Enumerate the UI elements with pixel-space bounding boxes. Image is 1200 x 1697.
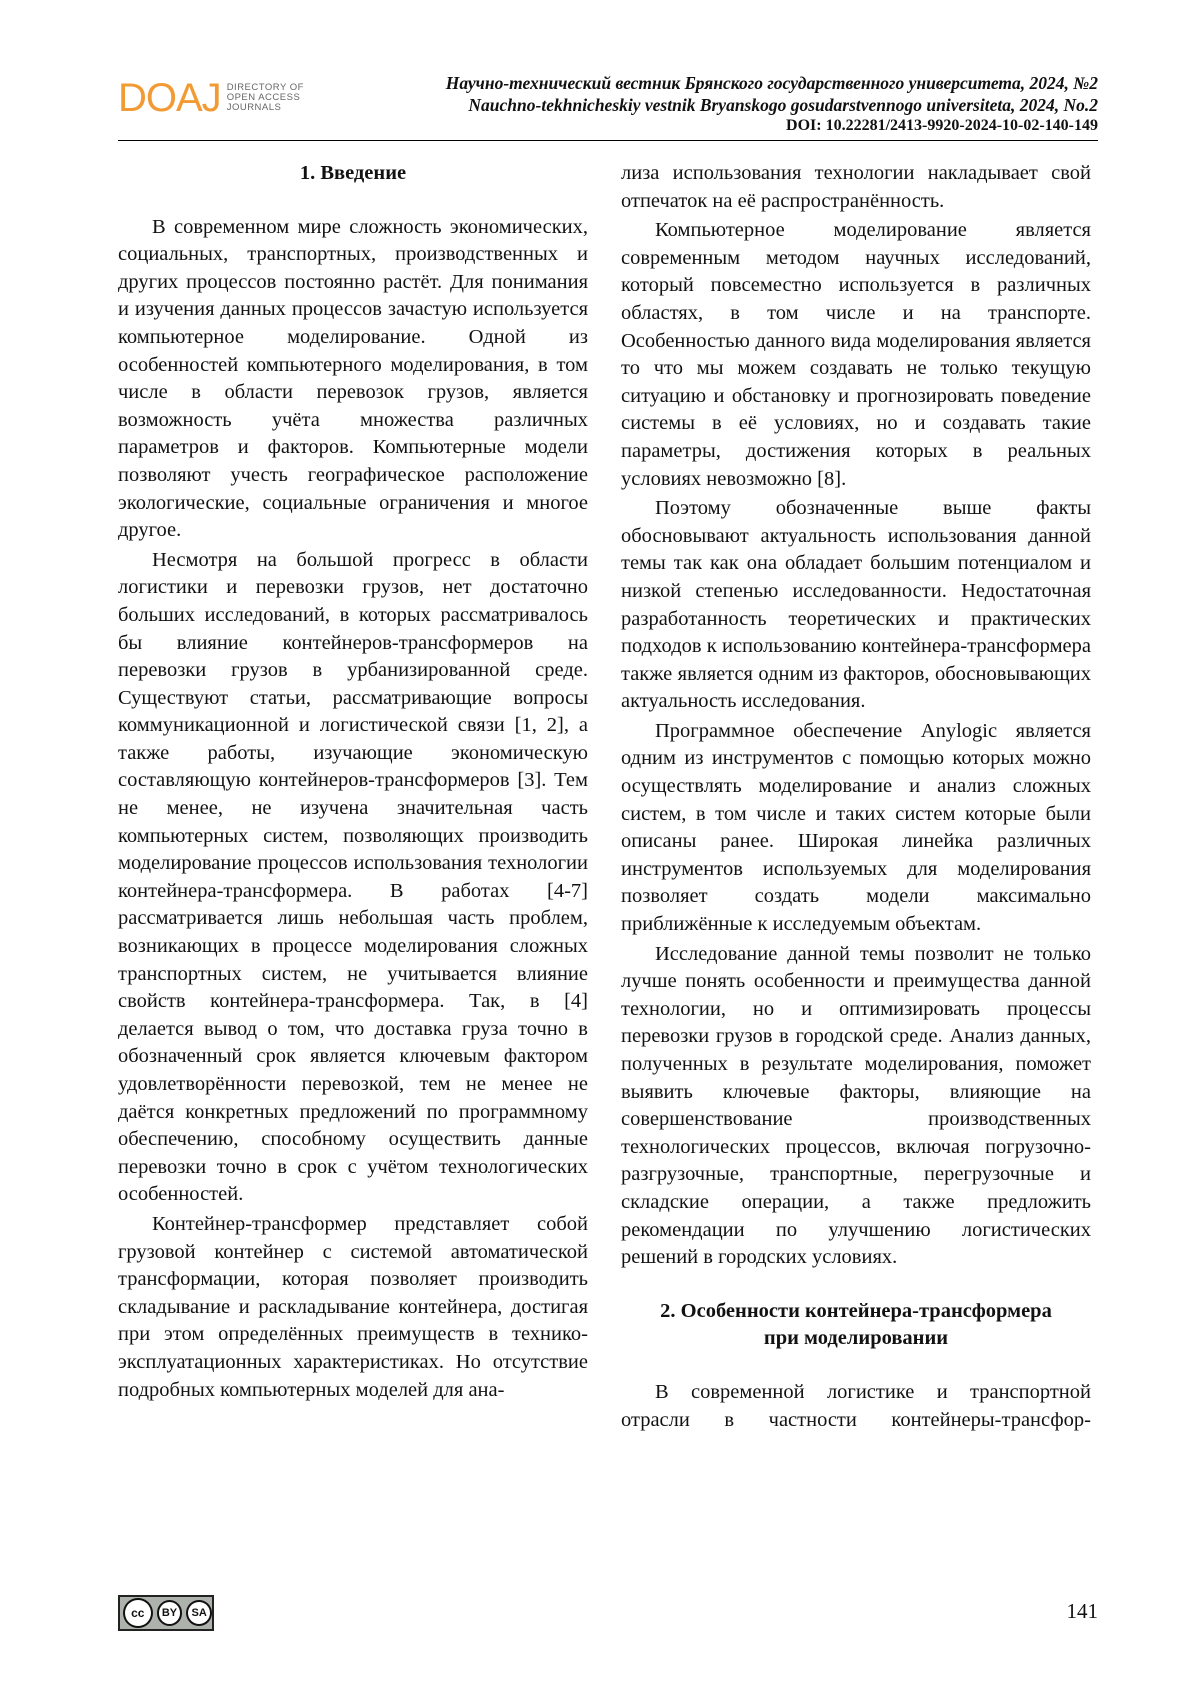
page-header bbox=[118, 70, 1098, 140]
doaj-sub-line: DIRECTORY OF bbox=[226, 82, 304, 93]
paragraph: Исследование данной темы позволит не только лучше понять особенности и преимущества данной технологии, но и оптимизировать процессы перевозки грузов в городской среде. Анализ данных, полученных в результате моделирования, поможет выявить ключевые факторы, влияющие на совершенствование производственных технологических процессов, включая погрузочно-разгрузочные, транспортные, перегрузочные и складские операции, а также предложить рекомендации по улучшению логистических решений в городских условиях. bbox=[621, 942, 1091, 1269]
doaj-logo-subtitle bbox=[227, 83, 304, 113]
paragraph: Программное обеспечение Anylogic является одним из инструментов с помощью которых можно осуществлять моделирование и анализ сложных систем, в том числе и таких систем которые были описаны ранее. Широкая линейка различных инструментов используемых для моделирования позволяет создать модели максимально приближённые к исследуемым объектам. bbox=[621, 719, 1091, 936]
doaj-logo-word: DOAJ bbox=[118, 76, 221, 120]
paragraph: Компьютерное моделирование является современным методом научных исследований, который повсеместно используется в различных областях, в том числе и на транспорте. Особенностью данного вида моделирования является то что мы можем создавать не только текущую ситуацию и обстановку и прогнозировать поведение системы в её условиях, но и создавать такие параметры, достижения которых в реальных условиях невозможно [8]. bbox=[621, 219, 1091, 490]
cc-icon: cc bbox=[123, 1598, 153, 1628]
doi-link[interactable]: DOI: 10.22281/2413-9920-2024-10-02-140-149 bbox=[786, 117, 1098, 134]
cc-by-sa-icon[interactable] bbox=[118, 1595, 214, 1631]
sa-icon: SA bbox=[186, 1600, 212, 1626]
paragraph: В современной логистике и транспортной отрасли в частности контейнеры-трансфор- bbox=[621, 1380, 1091, 1431]
paragraph: Поэтому обозначенные выше факты обосновывают актуальность использования данной темы так как она обладает большим потенциалом и низкой степенью исследованности. Недостаточная разработанность теоретических и практических подходов к использованию контейнера-трансформера также является одним из факторов, обосновывающих актуальность исследования. bbox=[621, 497, 1091, 713]
journal-info bbox=[446, 72, 1098, 136]
left-column bbox=[118, 160, 588, 1404]
doaj-sub-line: OPEN ACCESS bbox=[226, 92, 301, 103]
right-column bbox=[621, 160, 1091, 1434]
journal-title-lat: Nauchno-tekhnicheskiy vestnik Bryanskogo gosudarstvennogo universiteta, 2024, No.2 bbox=[468, 95, 1098, 115]
by-icon: BY bbox=[157, 1600, 183, 1626]
doaj-sub-line: JOURNALS bbox=[226, 102, 282, 113]
journal-title-ru: Научно-технический вестник Брянского государственного университета, 2024, №2 bbox=[445, 73, 1098, 93]
section-heading-intro: 1. Введение bbox=[299, 162, 407, 184]
paragraph: В современном мире сложность экономических, социальных, транспортных, производственных и других процессов постоянно растёт. Для понимания и изучения данных процессов зачастую используется компьютерное моделирование. Одной из особенностей компьютерного моделирования, в том числе в области перевозок грузов, является возможность учёта множества различных параметров и факторов. Компьютерные модели позволяют учесть географическое расположение экологические, социальные ограничения и многое другое. bbox=[118, 215, 588, 542]
paragraph-continuation: лиза использования технологии накладывает свой отпечаток на её распространённость. bbox=[621, 162, 1091, 212]
header-divider bbox=[118, 140, 1098, 141]
doaj-logo bbox=[118, 78, 304, 118]
section-heading-2-line: при моделировании bbox=[763, 1327, 949, 1350]
paragraph: Контейнер-трансформер представляет собой грузовой контейнер с системой автоматической трансформации, которая позволяет производить складывание и раскладывание контейнера, достигая при этом определённых преимуществ в технико-эксплуатационных характеристиках. Но отсутствие подробных компьютерных моделей для ана- bbox=[118, 1212, 588, 1401]
page-number: 141 bbox=[1066, 1599, 1098, 1623]
paragraph: Несмотря на большой прогресс в области логистики и перевозки грузов, нет достаточно больших исследований, в которых рассматривалось бы влияние контейнеров-трансформеров на перевозки грузов в урбанизированной среде. Существуют статьи, рассматривающие вопросы коммуникационной и логистической связи [1, 2], а также работы, изучающие экономическую составляющую контейнеров-трансформеров [3]. Тем не менее, не изучена значительная часть компьютерных систем, позволяющих производить моделирование процессов использования технологии контейнера-трансформера. В работах [4-7] рассматривается лишь небольшая часть проблем, возникающих в процессе моделирования сложных транспортных систем, не учитывается влияние свойств контейнера-трансформера. Так, в [4] делается вывод о том, что доставка груза точно в обозначенный срок является ключевым фактором удовлетворённости перевозкой, тем не менее не даётся конкретных предложений по программному обеспечению, способному осуществить данные перевозки точно в срок с учётом технологических особенностей. bbox=[118, 548, 588, 1206]
section-heading-2 bbox=[621, 1298, 1091, 1353]
page-footer bbox=[118, 1595, 1098, 1635]
section-heading-2-line: 2. Особенности контейнера-трансформера bbox=[660, 1299, 1052, 1322]
